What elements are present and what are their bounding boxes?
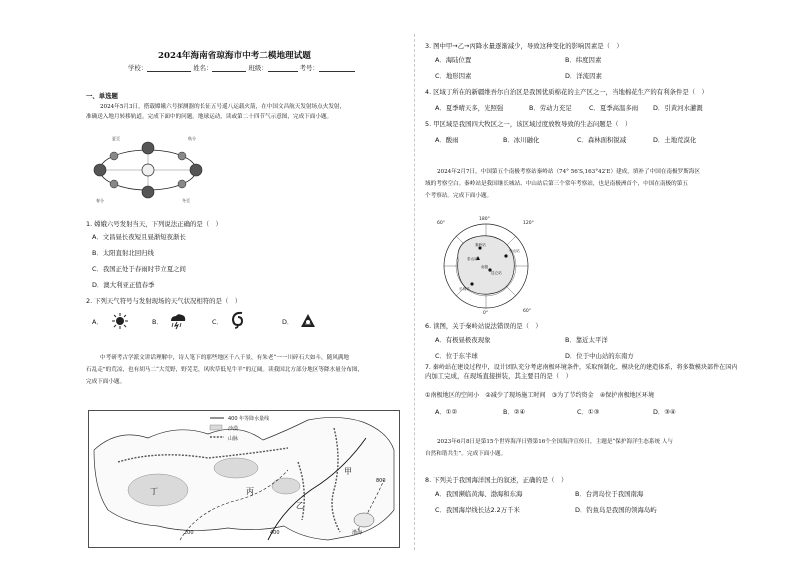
- kunlun-station-label: 昆仑站: [491, 271, 502, 275]
- q5-option-c[interactable]: C．森林面积锐减: [577, 136, 627, 144]
- q5-option-a[interactable]: A．酸雨: [435, 136, 459, 144]
- desert-area: [128, 474, 188, 506]
- legend-desert: 沙漠: [228, 426, 239, 432]
- sunny-weather-icon: [112, 313, 128, 329]
- exam-title: 2024年海南省琼海市中考二模地理试题: [158, 51, 311, 61]
- q2-option-c-label: C．: [212, 318, 223, 326]
- typhoon-weather-icon: [230, 311, 246, 329]
- bohai-sea: [354, 513, 374, 527]
- q8-option-a[interactable]: A．我国濒临黄海、渤海和东海: [435, 490, 523, 498]
- q7-statements: ①南极地区的空间小 ②减少了现场施工时间 ③为了节约资金 ④保护南极地区环境: [425, 392, 655, 399]
- lon-label-0: 0°: [483, 311, 489, 316]
- earth-position-icon: [190, 164, 202, 176]
- q2-option-a-label: A．: [92, 318, 103, 326]
- q7-stem-line1: 7. 秦岭站在建设过程中，设计团队充分考虑南极环境条件，采取预制化、模块化的建造体系，将多数模块部件在国内: [425, 364, 738, 371]
- region-label-bing: 丙: [246, 487, 254, 496]
- name-field[interactable]: [212, 65, 246, 72]
- q6-option-b[interactable]: B．靠近太平洋: [565, 336, 608, 344]
- orbit-label-winter: 冬至: [182, 198, 190, 203]
- q7-option-a[interactable]: A．①②: [435, 408, 458, 416]
- sandstorm-weather-icon: [300, 313, 316, 328]
- passage3-line1: 2024年2月7日，中国第五个南极考察站秦岭站（74° 56′S,163°42′E）建成，填补了中国在南极罗斯海区: [437, 169, 700, 175]
- isohyet-label-800: 800: [376, 478, 386, 484]
- antarctica-polar-map: [431, 212, 541, 316]
- exam-no-field[interactable]: [319, 65, 355, 72]
- region-label-ding: 丁: [150, 487, 158, 496]
- q4-option-c[interactable]: C．夏季高温多雨: [589, 104, 639, 112]
- name-label: 姓名：: [193, 64, 213, 72]
- school-field[interactable]: [147, 65, 191, 72]
- orbit-label-summer: 夏至: [112, 136, 120, 141]
- desert-area: [214, 458, 258, 478]
- q7-option-b[interactable]: B．②④: [503, 408, 526, 416]
- q1-option-a[interactable]: A．文昌昼长夜短且昼渐短夜渐长: [92, 233, 186, 241]
- zhongshan-station-label: 中山站: [509, 249, 520, 253]
- q5-option-d[interactable]: D．土地荒漠化: [653, 136, 697, 144]
- earth-orbit-figure: [92, 134, 204, 204]
- desert-area: [272, 478, 300, 494]
- q6-option-a[interactable]: A．有极昼极夜现象: [435, 336, 491, 344]
- earth-position-icon: [142, 142, 154, 154]
- q8-stem: 8. 下列关于我国海洋国土的叙述，正确的是（ ）: [425, 476, 568, 484]
- student-info-row: [128, 64, 355, 72]
- q2-stem: 2. 下列天气符号与发射现场的天气状况相符的是（ ）: [86, 297, 242, 305]
- region-label-yi: 乙: [296, 501, 304, 510]
- isohyet-label-200: 200: [184, 530, 194, 536]
- q5-stem: 5. 甲区域是我国四大牧区之一，该区域过度放牧导致的生态问题是（ ）: [425, 120, 632, 128]
- q3-option-d[interactable]: D．洋流因素: [565, 72, 602, 80]
- q6-stem: 6. 读图，关于秦岭站说法错误的是（ ）: [425, 322, 542, 330]
- lon-label-60e: 60°: [523, 309, 531, 314]
- q7-option-c[interactable]: C．①③: [577, 408, 600, 416]
- q1-option-c[interactable]: C．我国正处于春雨时节立夏之间: [92, 265, 186, 273]
- passage3-line2: 域的考察空白。秦岭站是我国继长城站、中山站后第三个常年考察站，也是南极洲首个，中国在南极的第五: [425, 181, 688, 187]
- north-china-precipitation-map: [88, 410, 400, 548]
- earth-position-icon: [142, 186, 154, 198]
- lon-label-60w: 60°: [437, 221, 445, 226]
- q4-stem: 4. 区域丁所在的新疆维吾尔自治区是我国优质棉花的主产区之一，当地棉花生产的有利条件是（ ）: [425, 88, 708, 96]
- school-label: 学校：: [128, 64, 148, 72]
- section-title: 一、单选题: [86, 92, 118, 100]
- thunderstorm-weather-icon: [168, 312, 188, 330]
- q2-option-c[interactable]: [212, 318, 223, 326]
- q8-option-b[interactable]: B．台湾岛位于我国南海: [575, 490, 644, 498]
- q6-option-c[interactable]: C．位于东半球: [435, 352, 478, 360]
- legend-mountain: 山脉: [228, 436, 239, 442]
- qinling-station-label: 秦岭站: [475, 243, 486, 247]
- bohai-label: 渤海: [352, 530, 363, 536]
- q1-stem: 1. 嫦娥六号发射当天，下列说法正确的是（ ）: [86, 220, 222, 228]
- region-label-jia: 甲: [344, 467, 352, 476]
- q2-option-b-label: B．: [152, 318, 163, 326]
- passage4-line1: 2023年6月8日是第15个世界海洋日暨第16个全国海洋宣传日，主题是“保护海洋生态系统 人与: [437, 439, 674, 445]
- legend-isohyet: 400 年等降水量线: [228, 416, 270, 422]
- station-marker: [504, 254, 507, 257]
- changcheng-station-label: 长城站: [459, 287, 470, 291]
- q5-option-b[interactable]: B．冰川融化: [503, 136, 540, 144]
- q8-option-c[interactable]: C．我国海岸线长达2.2万千米: [435, 506, 520, 514]
- q4-option-a[interactable]: A．夏季晴天多，光照强: [435, 104, 504, 112]
- lon-label-180: 180°: [479, 217, 490, 222]
- q2-option-a[interactable]: [92, 318, 103, 326]
- passage2-line1: 中考研考古学派文讲话理解中，诗人笔下的那些地区千八千景，有朱老“一一川碎石大如斗，随风满地: [100, 355, 349, 361]
- q3-option-a[interactable]: A．海陆位置: [435, 56, 472, 64]
- passage3-line3: 个考察站。完成下面小题。: [425, 193, 493, 199]
- orbit-label-spring: 春分: [96, 198, 104, 203]
- exam-no-label: 考号：: [299, 64, 319, 72]
- q3-stem: 3. 图中甲→乙→丙降水量逐渐减少，导致这种变化的影响因素是（ ）: [425, 42, 623, 50]
- q7-option-d[interactable]: D．③④: [653, 408, 676, 416]
- q1-option-b[interactable]: B．太阳直射北回归线: [92, 249, 154, 257]
- lon-label-120: 120°: [523, 221, 534, 226]
- q2-option-d-label: D．: [282, 318, 294, 326]
- class-field[interactable]: [268, 65, 298, 72]
- q6-option-d[interactable]: D．位于中山站的东南方: [565, 352, 634, 360]
- q7-stem-line2: 内加工完成，在现场直接拼装，其主要目的是（ ）: [425, 372, 572, 380]
- q4-option-d[interactable]: D．引黄河水灌溉: [653, 104, 703, 112]
- q3-option-c[interactable]: C．地形因素: [435, 72, 472, 80]
- station-marker: [470, 282, 473, 285]
- passage2-line2: 石乱走”的荒凉，也有胡马二“大荒野，野芜芜，风吹草低见牛羊”的辽阔。读我国北方部分地区等降水量分布图，: [86, 367, 364, 373]
- taishan-station-label: 泰山站: [467, 257, 478, 261]
- earth-position-icon: [94, 164, 106, 176]
- column-divider: [414, 34, 415, 550]
- passage4-line2: 自然和谐共生”。完成下面小题。: [425, 451, 507, 457]
- q1-option-d[interactable]: D．澳大利亚正值春季: [92, 281, 155, 289]
- q7-stem: [425, 364, 738, 380]
- orbit-label-autumn: 秋分: [188, 136, 196, 141]
- q8-option-d[interactable]: D．钓鱼岛是我国的领海岛屿: [575, 506, 657, 514]
- passage2-line3: 完成下面小题。: [86, 379, 126, 385]
- q2-option-d[interactable]: [282, 318, 293, 326]
- isohyet-label-400: 400: [270, 530, 280, 536]
- q2-option-b[interactable]: [152, 318, 163, 326]
- class-label: 班级：: [248, 64, 268, 72]
- passage1-line1: 2024年5月3日，搭载嫦娥六号探测器的长征五号遥八运载火箭，在中国文昌航天发射场点火发射，: [100, 104, 346, 110]
- south-pole-label: 南极: [481, 265, 489, 269]
- sun-icon: [142, 164, 154, 176]
- q3-option-b[interactable]: B．纬度因素: [565, 56, 602, 64]
- q4-option-b[interactable]: B．劳动力充足: [529, 104, 572, 112]
- passage1-line2: 准确送入地月转移轨道。完成下面中的问题。地球运动，读或第二十四节气示意图，完成下面小题。: [86, 114, 333, 120]
